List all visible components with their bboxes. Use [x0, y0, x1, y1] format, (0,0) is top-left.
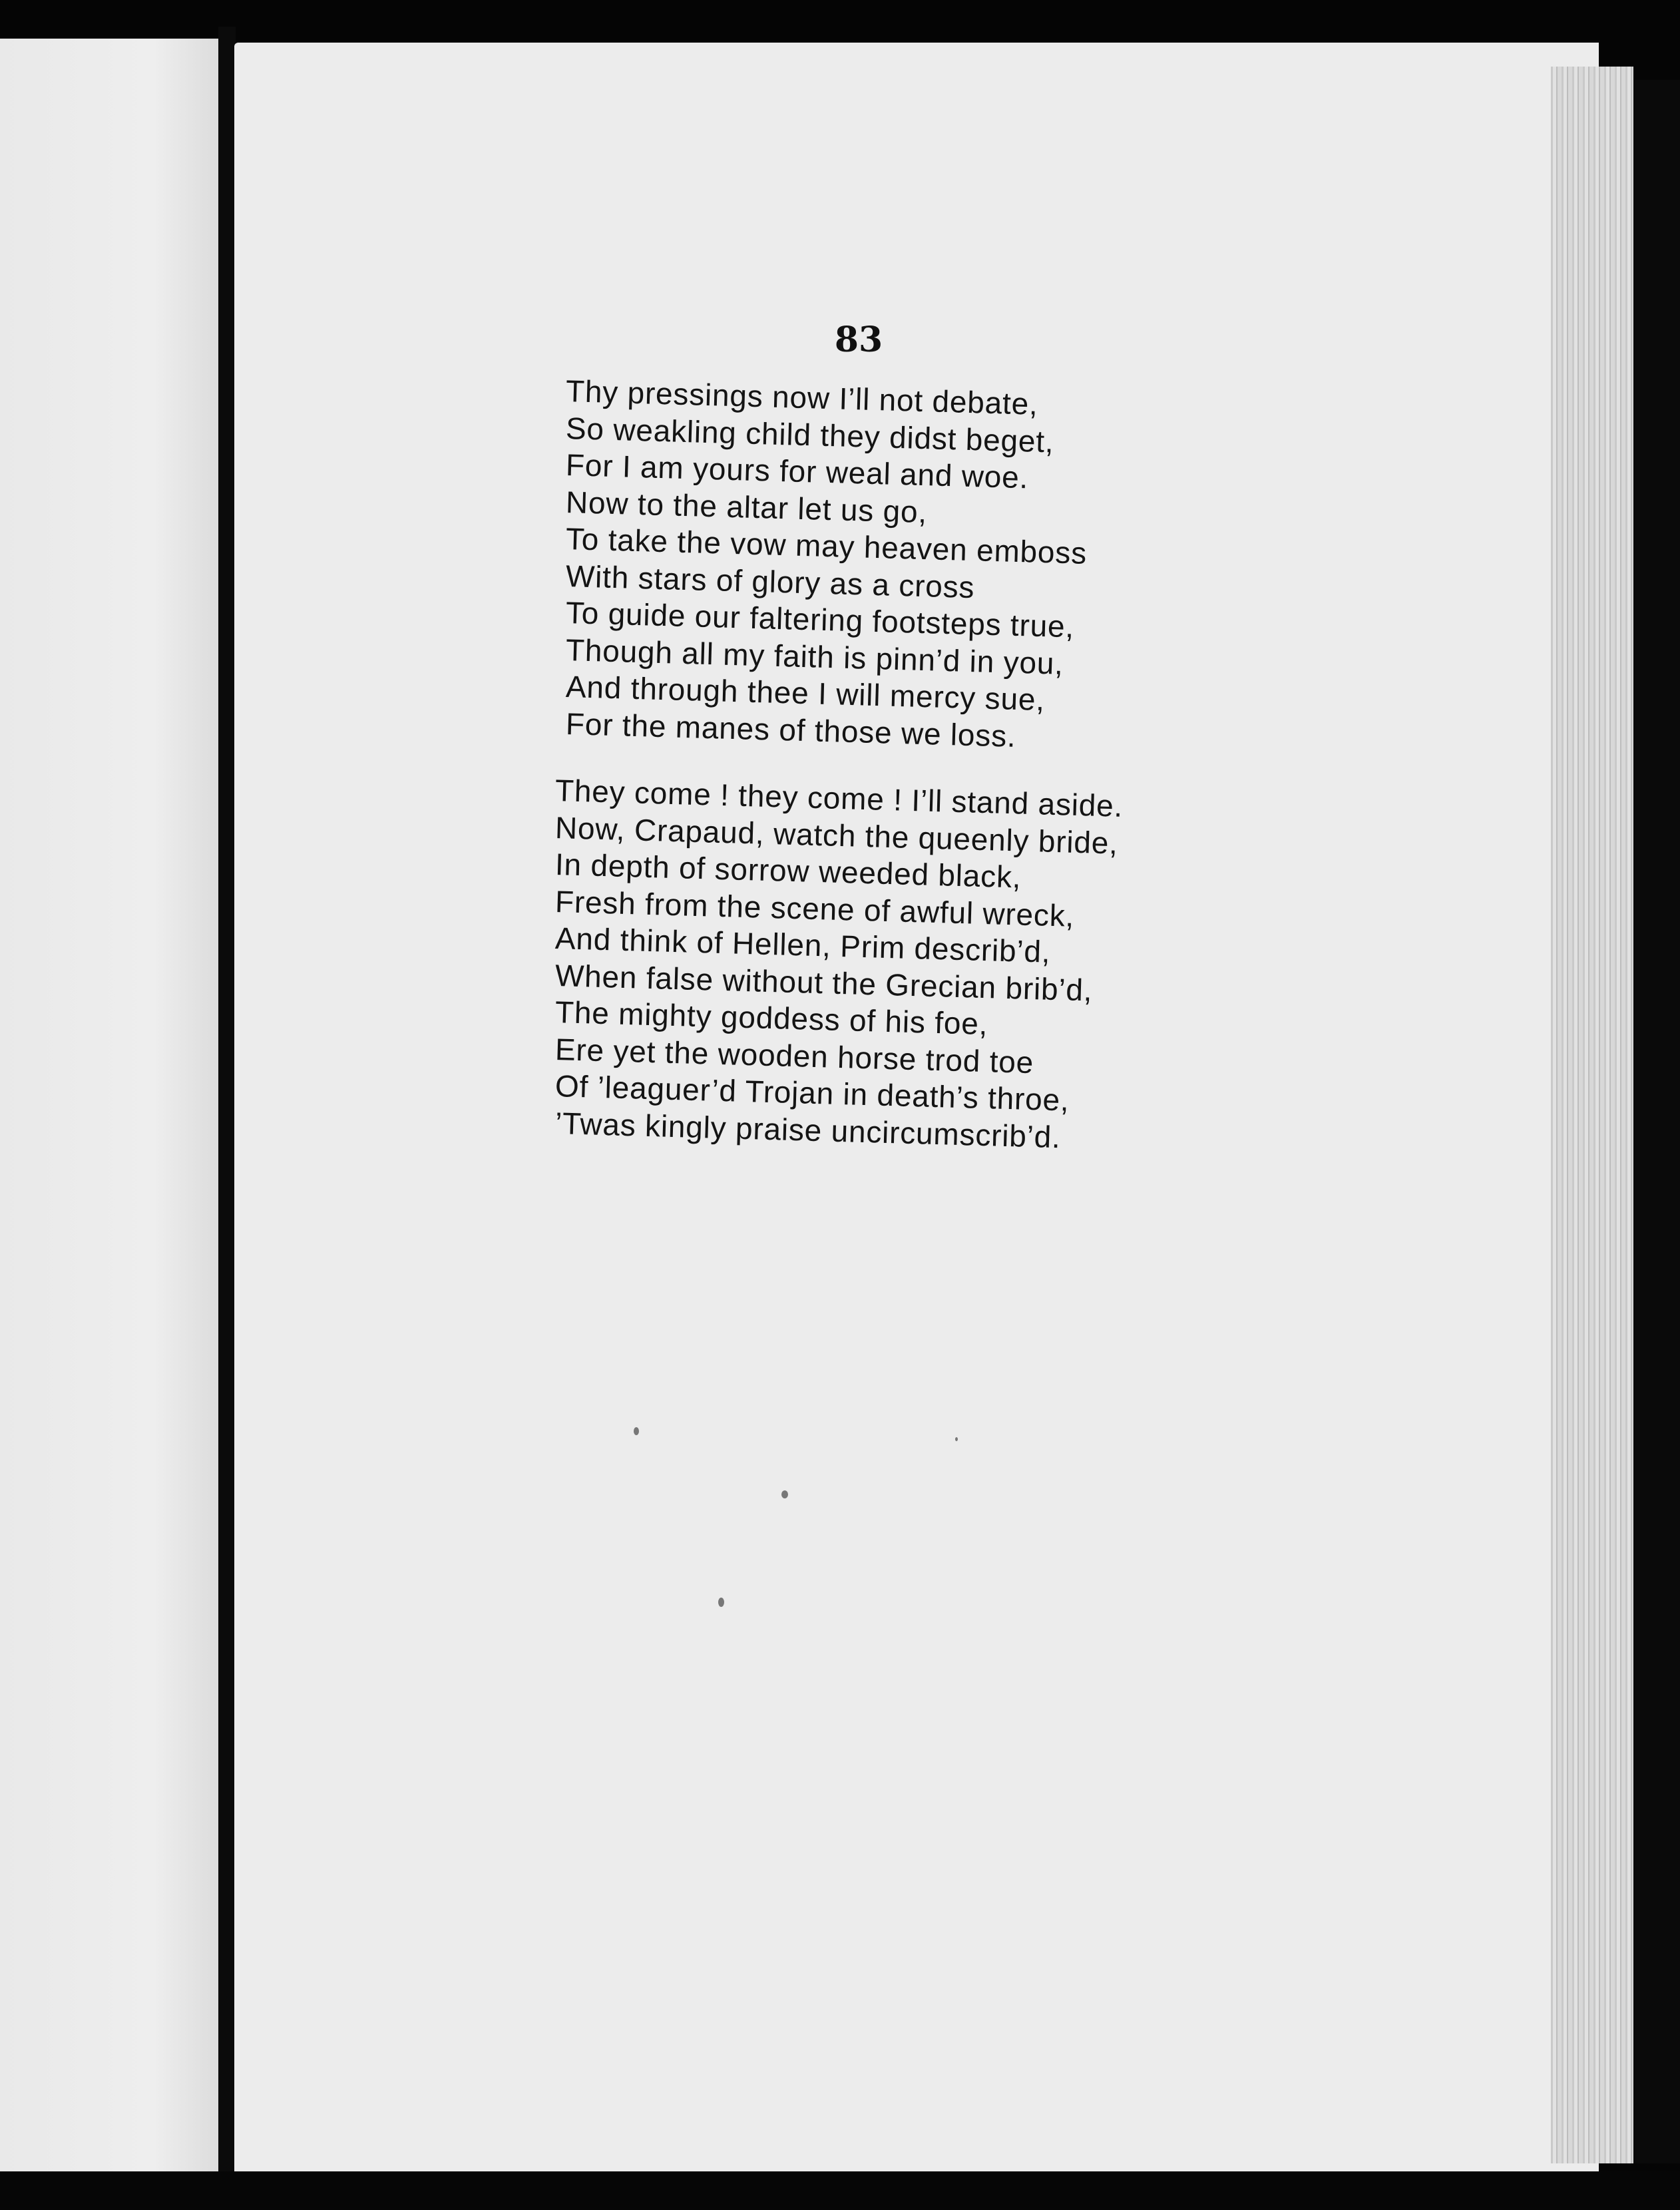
facing-page-left [0, 39, 220, 2175]
paper-speck [634, 1427, 639, 1435]
poem-line: To take the vow may heaven emboss [565, 521, 1088, 570]
book-gutter [218, 27, 236, 2190]
poem-line: Ere yet the wooden horse trod toe [554, 1031, 1034, 1080]
scan-right-border [1633, 80, 1680, 2163]
poem-line: Now to the altar let us go, [565, 484, 928, 529]
poem-line: Fresh from the scene of awful wreck, [554, 883, 1075, 933]
poem-line: For the manes of those we loss. [565, 706, 1017, 754]
paper-speck [955, 1437, 958, 1441]
poem-line: With stars of glory as a cross [565, 558, 976, 604]
poem-line: They come ! they come ! I’ll stand aside. [554, 773, 1124, 823]
poem-line: In depth of sorrow weeded black, [554, 847, 1022, 895]
stanza-1 [565, 373, 1088, 754]
paper-speck [781, 1490, 788, 1498]
poem-line: And through thee I will mercy sue, [565, 669, 1046, 718]
stanza-2 [554, 772, 1124, 1154]
poem-line: To guide our faltering footsteps true, [565, 595, 1075, 644]
poem-line: When false without the Grecian brib’d, [554, 957, 1094, 1008]
page-number: 83 [834, 320, 883, 360]
page-edges [1551, 67, 1633, 2163]
poem-line: Though all my faith is pinn’d in you, [565, 632, 1064, 681]
scan-top-border [0, 0, 1680, 41]
poem-line: And think of Hellen, Prim describ’d, [554, 921, 1052, 969]
poem-line: ’Twas kingly praise uncircumscrib’d. [554, 1105, 1062, 1154]
poem-line: Now, Crapaud, watch the queenly bride, [554, 809, 1119, 861]
poem-line: Of ’leaguer’d Trojan in death’s throe, [554, 1068, 1070, 1118]
poem-line: The mighty goddess of his foe, [554, 994, 988, 1042]
poem-line: Thy pressings now I’ll not debate, [565, 373, 1039, 421]
poem-line: For I am yours for weal and woe. [565, 447, 1029, 495]
poem-line: So weakling child they didst beget, [565, 410, 1055, 459]
paper-speck [718, 1598, 724, 1607]
scan-bottom-border [0, 2171, 1680, 2210]
